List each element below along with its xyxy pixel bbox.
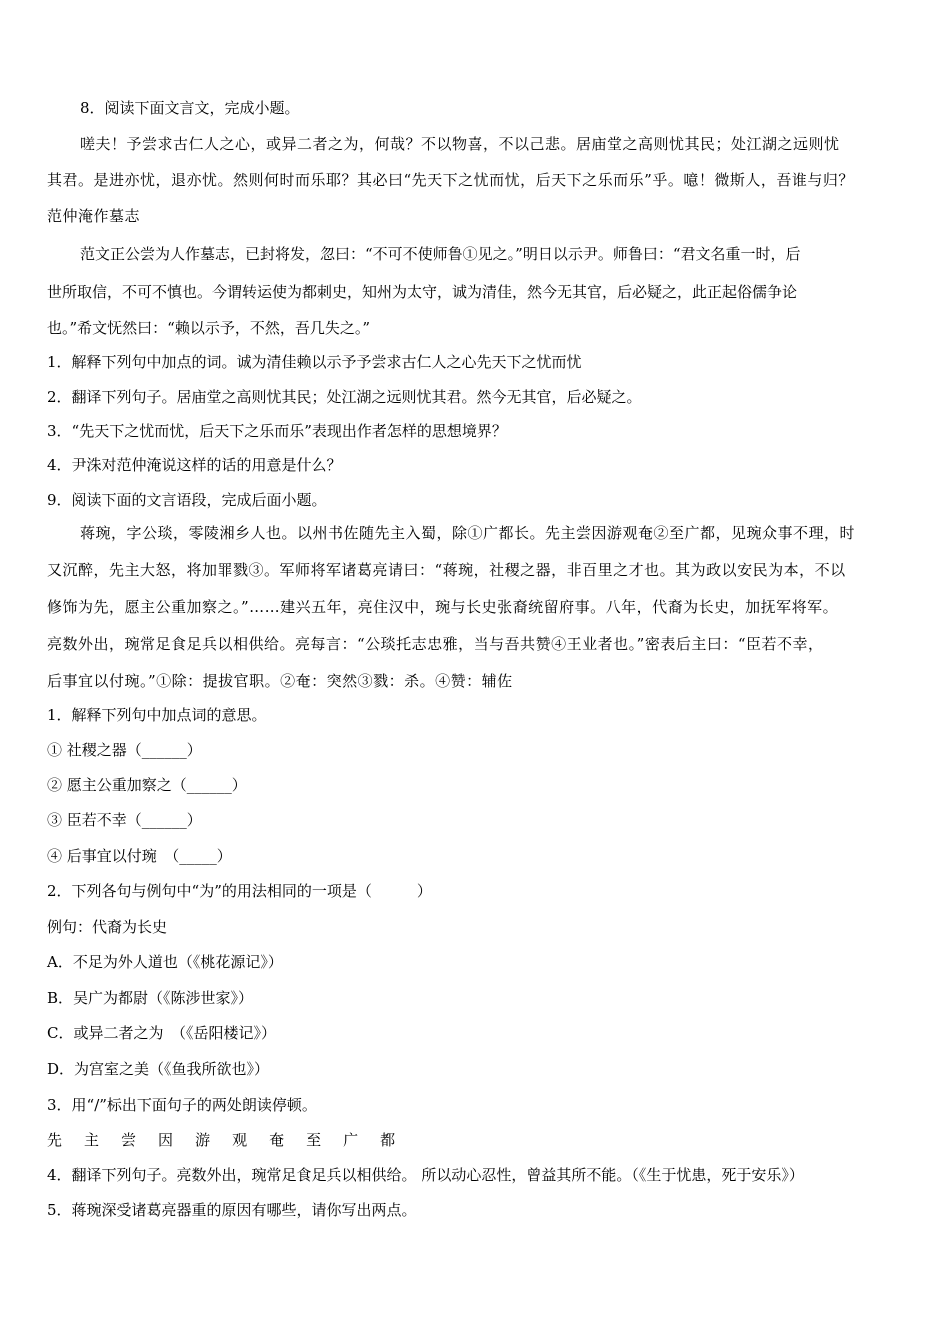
pause-char: 观 [232, 1131, 248, 1149]
pause-char: 游 [195, 1131, 211, 1149]
example-sentence: 例句：代裔为长史 [47, 918, 168, 936]
pause-char: 奄 [269, 1131, 285, 1149]
passage-line: 其君。是进亦忧，退亦忧。然则何时而乐耶？其必曰“先天下之忧而忧，后天下之乐而乐”乎。噫！微斯人，吾谁与归？ [47, 171, 854, 189]
passage-line: 蒋琬，字公琰，零陵湘乡人也。以州书佐随先主入蜀，除①广都长。先主尝因游观奄②至广都，见琬众事不理，时 [80, 524, 856, 542]
passage-line: 后事宜以付琬。”①除：提拔官职。②奄：突然③戮：杀。④赞：辅佐 [47, 672, 513, 690]
choice-option-d[interactable]: D．为宫室之美（《鱼我所欲也》） [47, 1060, 270, 1078]
fill-blank-item[interactable]: ④ 后事宜以付琬 （_____） [47, 847, 232, 865]
choice-option-a[interactable]: A．不足为外人道也（《桃花源记》） [47, 953, 283, 971]
pause-sentence[interactable] [47, 1130, 417, 1150]
passage-line: 嗟夫！予尝求古仁人之心，或异二者之为，何哉？不以物喜，不以己悲。居庙堂之高则忧其民；处江湖之远则忧 [80, 135, 840, 153]
passage-line: 又沉醉，先主大怒，将加罪戮③。军师将军诸葛亮请曰：“蒋琬，社稷之器，非百里之才也。其为政以安民为本，不以 [47, 561, 846, 579]
pause-char: 广 [343, 1131, 359, 1149]
question-item: 3．“先天下之忧而忧，后天下之乐而乐”表现出作者怎样的思想境界？ [47, 422, 507, 440]
passage-line: 修饰为先，愿主公重加察之。”……建兴五年，亮住汉中，琬与长史张裔统留府事。八年，代裔为长史，加抚军将军。 [47, 598, 839, 616]
question-item: 5．蒋琬深受诸葛亮器重的原因有哪些，请你写出两点。 [47, 1201, 417, 1219]
pause-char: 至 [306, 1131, 322, 1149]
passage-title: 范仲淹作墓志 [47, 207, 141, 225]
question-item: 2．翻译下列句子。居庙堂之高则忧其民；处江湖之远则忧其君。然今无其官，后必疑之。 [47, 388, 642, 406]
pause-char: 因 [158, 1131, 174, 1149]
pause-char: 主 [84, 1131, 100, 1149]
question-item: 4．尹洙对范仲淹说这样的话的用意是什么？ [47, 456, 342, 474]
pause-char: 先 [47, 1131, 63, 1149]
passage-line: 范文正公尝为人作墓志，已封将发，忽曰：“不可不使师鲁①见之。”明日以示尹。师鲁曰：“君文名重一时，后 [80, 245, 801, 263]
question-8-header: 8．阅读下面文言文，完成小题。 [80, 99, 300, 117]
question-item: 1．解释下列句中加点词的意思。 [47, 706, 267, 724]
question-item: 4．翻译下列句子。亮数外出，琬常足食足兵以相供给。 所以动心忍性，曾益其所不能。（《生于忧患，死于安乐》） [47, 1166, 804, 1184]
choice-option-c[interactable]: C．或异二者之为 （《岳阳楼记》） [47, 1024, 276, 1042]
pause-char: 都 [380, 1131, 396, 1149]
passage-line: 亮数外出，琬常足食足兵以相供给。亮每言：“公琰托志忠雅，当与吾共赞④王业者也。”密表后主曰：“臣若不幸， [47, 635, 824, 653]
question-item: 3．用“/”标出下面句子的两处朗读停顿。 [47, 1096, 317, 1114]
passage-line: 世所取信，不可不慎也。今谓转运使为都刺史，知州为太守，诚为清佳，然今无其官，后必疑之，此正起俗儒争论 [47, 283, 798, 301]
passage-line: 也。”希文怃然曰：“赖以示予，不然，吾几失之。” [47, 319, 371, 337]
question-item: 2．下列各句与例句中“为”的用法相同的一项是（ ） [47, 882, 432, 900]
question-item: 1．解释下列句中加点的词。诚为清佳赖以示予予尝求古仁人之心先天下之忧而忧 [47, 353, 582, 371]
choice-option-b[interactable]: B．吴广为都尉（《陈涉世家》） [47, 989, 254, 1007]
pause-char: 尝 [121, 1131, 137, 1149]
fill-blank-item[interactable]: ② 愿主公重加察之（______） [47, 776, 247, 794]
fill-blank-item[interactable]: ③ 臣若不幸（______） [47, 811, 202, 829]
fill-blank-item[interactable]: ① 社稷之器（______） [47, 741, 202, 759]
question-9-header: 9．阅读下面的文言语段，完成后面小题。 [47, 491, 327, 509]
